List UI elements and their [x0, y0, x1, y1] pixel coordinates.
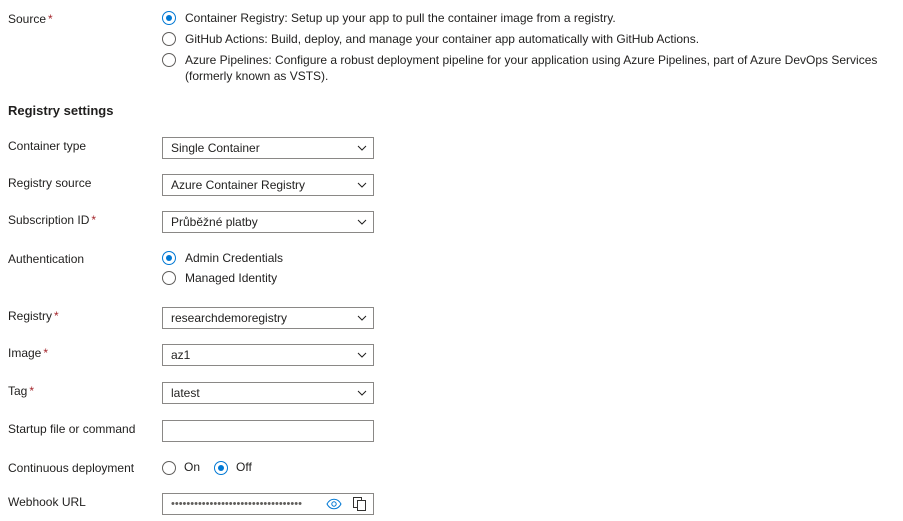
auth-option-label: Admin Credentials	[185, 251, 284, 265]
subscription-id-label	[8, 211, 162, 228]
webhook-url-masked-value: ••••••••••••••••••••••••••••••••••	[171, 498, 302, 510]
container-type-label: Container type	[8, 139, 87, 153]
radio-icon[interactable]	[162, 53, 176, 67]
continuous-deployment-option-label: On	[184, 460, 201, 474]
registry-row	[0, 307, 903, 329]
eye-icon[interactable]	[325, 495, 343, 513]
source-label	[8, 10, 162, 27]
required-asterisk: *	[91, 213, 97, 227]
image-row	[0, 344, 903, 366]
registry-source-dropdown[interactable]	[162, 174, 374, 196]
source-option-azure-pipelines[interactable]	[162, 52, 903, 84]
source-option-label: Azure Pipelines: Configure a robust deployment pipeline for your application using Azure Pipelines, part of Azure DevOps Services (formerly known as VSTS).	[185, 53, 878, 83]
image-value: az1	[171, 348, 191, 362]
container-type-row	[0, 137, 903, 159]
continuous-deployment-label: Continuous deployment	[8, 461, 135, 475]
source-label-text: Source	[8, 12, 47, 26]
subscription-id-value: Průběžné platby	[171, 215, 258, 229]
radio-icon[interactable]	[162, 32, 176, 46]
chevron-down-icon	[357, 350, 367, 360]
webhook-url-row	[0, 493, 903, 515]
chevron-down-icon	[357, 313, 367, 323]
auth-option-admin-credentials[interactable]	[162, 250, 903, 266]
copy-icon-svg	[353, 497, 367, 512]
registry-settings-title: Registry settings	[8, 103, 114, 118]
required-asterisk: *	[43, 346, 49, 360]
continuous-deployment-option-on[interactable]	[162, 459, 200, 475]
chevron-down-icon	[357, 143, 367, 153]
registry-label	[8, 307, 162, 324]
startup-file-input[interactable]	[162, 420, 374, 442]
startup-file-label: Startup file or command	[8, 422, 136, 436]
auth-option-label: Managed Identity	[185, 271, 278, 285]
source-radio-group	[162, 10, 903, 89]
container-type-control	[162, 137, 903, 159]
source-option-container-registry[interactable]	[162, 10, 903, 26]
required-asterisk: *	[48, 12, 53, 26]
registry-control	[162, 307, 903, 329]
subscription-id-control	[162, 211, 903, 233]
radio-icon[interactable]	[214, 461, 228, 475]
authentication-row	[0, 250, 903, 291]
tag-value: latest	[171, 386, 200, 400]
image-label-text: Image	[8, 346, 42, 360]
webhook-url-label: Webhook URL	[8, 495, 86, 509]
chevron-down-icon	[357, 180, 367, 190]
radio-icon[interactable]	[162, 251, 176, 265]
tag-label-text: Tag	[8, 384, 28, 398]
registry-source-value: Azure Container Registry	[171, 178, 306, 192]
registry-value: researchdemoregistry	[171, 311, 288, 325]
image-dropdown[interactable]	[162, 344, 374, 366]
container-type-value: Single Container	[171, 141, 260, 155]
continuous-deployment-row	[0, 459, 903, 476]
required-asterisk: *	[29, 384, 35, 398]
subscription-id-row	[0, 211, 903, 233]
registry-label-text: Registry	[8, 309, 53, 323]
continuous-deployment-option-off[interactable]	[214, 459, 252, 475]
authentication-label: Authentication	[8, 252, 85, 266]
auth-option-managed-identity[interactable]	[162, 270, 903, 286]
authentication-radio-group	[162, 250, 903, 291]
container-type-dropdown[interactable]	[162, 137, 374, 159]
image-label	[8, 344, 162, 361]
required-asterisk: *	[54, 309, 59, 323]
source-row	[0, 10, 903, 89]
registry-dropdown[interactable]	[162, 307, 374, 329]
startup-file-control	[162, 420, 903, 442]
source-option-github-actions[interactable]	[162, 31, 903, 47]
startup-file-row	[0, 420, 903, 442]
tag-label	[8, 382, 162, 399]
subscription-id-label-text: Subscription ID	[8, 213, 90, 227]
image-control	[162, 344, 903, 366]
radio-icon[interactable]	[162, 11, 176, 25]
registry-source-control	[162, 174, 903, 196]
registry-source-row	[0, 174, 903, 196]
webhook-url-input[interactable]	[162, 493, 374, 515]
webhook-url-control	[162, 493, 903, 515]
tag-dropdown[interactable]	[162, 382, 374, 404]
registry-source-label: Registry source	[8, 176, 92, 190]
tag-control	[162, 382, 903, 404]
copy-icon[interactable]	[351, 495, 369, 513]
radio-icon[interactable]	[162, 271, 176, 285]
subscription-id-dropdown[interactable]	[162, 211, 374, 233]
source-option-label: Container Registry: Setup up your app to pull the container image from a registry.	[185, 11, 616, 25]
chevron-down-icon	[357, 388, 367, 398]
source-option-label: GitHub Actions: Build, deploy, and manage your container app automatically with GitHub Actions.	[185, 32, 700, 46]
eye-icon-svg	[326, 498, 342, 510]
tag-row	[0, 382, 903, 404]
continuous-deployment-radio-group	[162, 459, 903, 475]
chevron-down-icon	[357, 217, 367, 227]
continuous-deployment-option-label: Off	[236, 460, 252, 474]
radio-icon[interactable]	[162, 461, 176, 475]
